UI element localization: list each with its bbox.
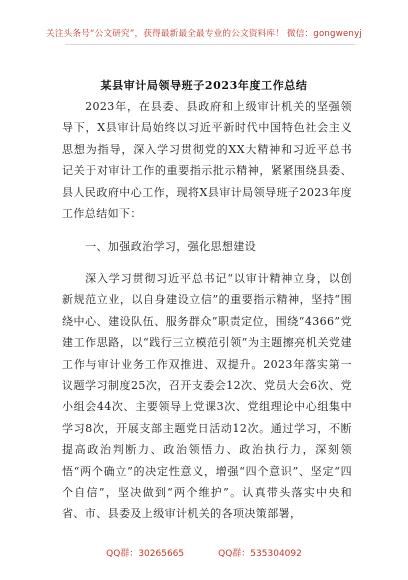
section-body-block bbox=[62, 268, 352, 525]
header-divider bbox=[65, 44, 355, 45]
intro-paragraph-block bbox=[62, 96, 352, 224]
header-banner: 关注头条号“公文研究”，获得最新最全最专业的公文资料库！ 微信：gongwenyj bbox=[46, 29, 362, 39]
footer-qq-group-2: QQ群：535304092 bbox=[218, 549, 302, 559]
footer-qq-group-1: QQ群：30265665 bbox=[106, 549, 185, 559]
intro-paragraph: 2023年，在县委、县政府和上级审计机关的坚强领导下，X县审计局始终以习近平新时代中国特色社会主义思想为指导，深入学习贯彻党的XX大精神和习近平总书记关于对审计工作的重要指示批示精神，紧紧围绕县委、县人民政府中心工作，现将X县审计局领导班子2023年度工作总结如下： bbox=[62, 100, 352, 221]
document-title: 某县审计局领导班子2023年度工作总结 bbox=[100, 79, 308, 92]
section-heading-block bbox=[62, 236, 352, 257]
section-heading: 一、加强政治学习，强化思想建设 bbox=[85, 240, 257, 253]
footer-contact bbox=[0, 546, 408, 559]
section-body-paragraph: 深入学习贯彻习近平总书记“以审计精神立身，以创新规范立业，以自身建设立信”的重要指示精神，坚持“围绕中心、建设队伍、服务群众”职责定位，围绕“4366”党建工作思路，以“践行三立模范引领”为主题擦亮机关党建工作与审计业务工作双推进、双提升。2023年落实第一议题学习制度25次，召开支委会12次、党员大会6次、党小组会44次、主要领导上党课3次、党组理论中心组集中学习8次，开展支部主题党日活动12次。通过学习，不断提高政治判断力、政治领悟力、政治执行力，深刻领悟“两个确立”的决定性意义，增强“四个意识”、坚定“四个自信”，坚决做到“两个维护”。认真带头落实中央和省、市、县委及上级审计机关的各项决策部署， bbox=[62, 272, 352, 521]
